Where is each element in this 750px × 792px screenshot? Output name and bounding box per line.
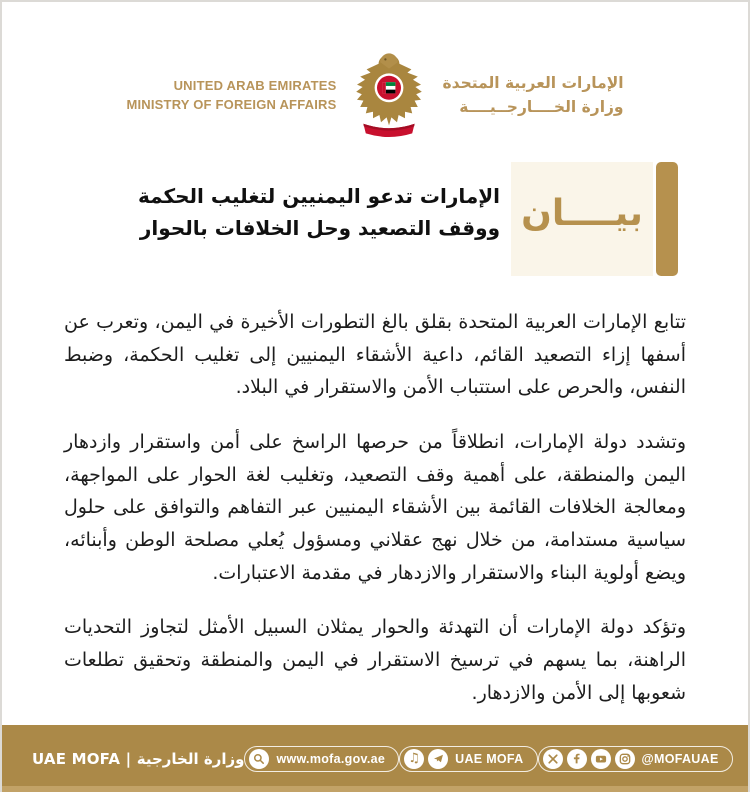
statement-label-box: [511, 162, 653, 276]
paragraph-1: تتابع الإمارات العربية المتحدة بقلق بالغ التطورات الأخيرة في اليمن، وتعرب عن أسفها إزاء التصعيد القائم، داعية الأشقاء اليمنيين إلى تغليب الحكمة، وضبط النفس، والحرص على استتباب الأمن والاستقرار في البلاد.: [64, 311, 686, 399]
footer-bar: [2, 725, 748, 792]
ministry-name-english: [126, 76, 336, 115]
instagram-icon: [615, 749, 635, 769]
channel-name: UAE MOFA: [455, 751, 524, 766]
telegram-icon: [428, 749, 448, 769]
footer-brand: UAE MOFA | وزارة الخارجية: [32, 749, 245, 768]
statement-label: بيــــان: [521, 193, 643, 234]
uae-falcon-emblem-icon: [349, 50, 429, 140]
paragraph-3: وتؤكد دولة الإمارات أن التهدئة والحوار يمثلان السبيل الأمثل لتجاوز التحديات الراهنة، بما يسهم في ترسيخ الاستقرار في اليمن والمنطقة وتحقيق تطلعات شعوبها إلى الأمن والازدهار.: [64, 616, 686, 704]
ministry-name-ar-line2: وزارة الخــــارجــيــــة: [459, 98, 624, 116]
website-url: www.mofa.gov.ae: [276, 751, 386, 766]
statement-body: [2, 280, 748, 709]
social-pill: [538, 746, 733, 772]
tiktok-icon: ♫: [404, 749, 424, 769]
gold-accent-bar: [656, 162, 678, 276]
statement-banner: [2, 162, 748, 280]
search-icon: [249, 749, 269, 769]
ministry-name-arabic: [442, 71, 623, 119]
social-handle: @MOFAUAE: [641, 751, 719, 766]
x-icon: [543, 749, 563, 769]
website-pill: [244, 746, 399, 772]
facebook-icon: [567, 749, 587, 769]
ministry-name-en-line2: MINISTRY OF FOREIGN AFFAIRS: [126, 97, 337, 112]
ministry-name-en-line1: UNITED ARAB EMIRATES: [173, 77, 337, 93]
youtube-icon: [591, 749, 611, 769]
channel-pill: [399, 746, 537, 772]
ministry-masthead: [2, 2, 748, 140]
ministry-name-ar-line1: الإمارات العربية المتحدة: [442, 73, 624, 92]
paragraph-2: وتشدد دولة الإمارات، انطلاقاً من حرصها الراسخ على أمن واستقرار وازدهار اليمن والمنطقة، على أهمية وقف التصعيد، وتغليب لغة الحوار على المواجهة، ومعالجة الخلافات القائمة بين الأشقاء اليمنيين عبر التفاهم والتوافق على حلول سياسية مستدامة، من خلال نهج عقلاني ومسؤول يُعلي مصلحة الوطن وأبنائه، ويضع أولوية البناء والاستقرار والازدهار في مقدمة الاعتبارات.: [64, 431, 686, 584]
statement-headline: الإمارات تدعو اليمنيين لتغليب الحكمة ووقف التصعيد وحل الخلافات بالحوار: [137, 184, 500, 240]
